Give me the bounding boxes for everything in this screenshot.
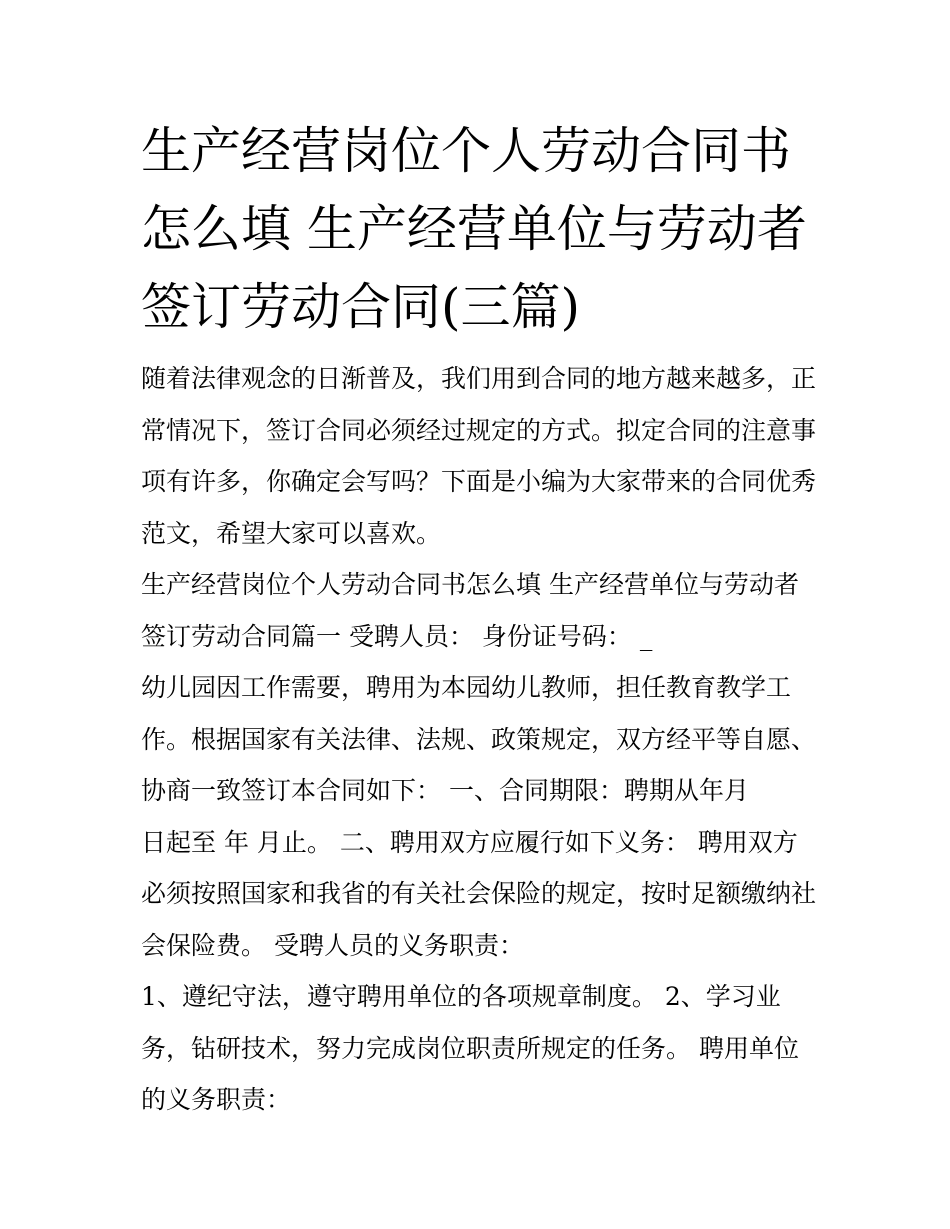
body-line: 随着法律观念的日渐普及，我们用到合同的地方越来越多，正: [141, 364, 817, 393]
title-line: 怎么填 生产经营单位与劳动者: [141, 200, 807, 258]
body-line: 会保险费。 受聘人员的义务职责：: [141, 930, 524, 960]
body-line: 1、遵纪守法，遵守聘用单位的各项规章制度。 2、学习业: [141, 982, 781, 1011]
body-line: 务，钻研技术，努力完成岗位职责所规定的任务。 聘用单位: [141, 1033, 799, 1063]
body-line: 必须按照国家和我省的有关社会保险的规定，按时足额缴纳社: [141, 879, 817, 908]
body-line: 范文，希望大家可以喜欢。: [141, 518, 442, 548]
body-line: 常情况下，签订合同必须经过规定的方式。拟定合同的注意事: [141, 415, 817, 445]
body-line: 生产经营岗位个人劳动合同书怎么填 生产经营单位与劳动者: [141, 570, 799, 599]
title-line: 签订劳动合同(三篇): [141, 278, 581, 336]
body-line: 项有许多，你确定会写吗？下面是小编为大家带来的合同优秀: [141, 467, 817, 496]
body-line: 日起至 年 月止。 二、聘用双方应履行如下义务： 聘用双方: [141, 827, 798, 857]
body-line: 协商一致签订本合同如下： 一、合同期限：聘期从年月: [141, 776, 749, 805]
body-line: 作。根据国家有关法律、法规、政策规定，双方经平等自愿、: [141, 724, 817, 754]
title-line: 生产经营岗位个人劳动合同书: [141, 122, 791, 180]
body-line: 的义务职责：: [141, 1085, 292, 1114]
body-line: 幼儿园因工作需要，聘用为本园幼儿教师，担任教育教学工: [141, 673, 792, 702]
document-body: [141, 353, 821, 1126]
body-line: 签订劳动合同篇一 受聘人员： 身份证号码： _: [141, 621, 653, 651]
document-title: [141, 112, 821, 346]
